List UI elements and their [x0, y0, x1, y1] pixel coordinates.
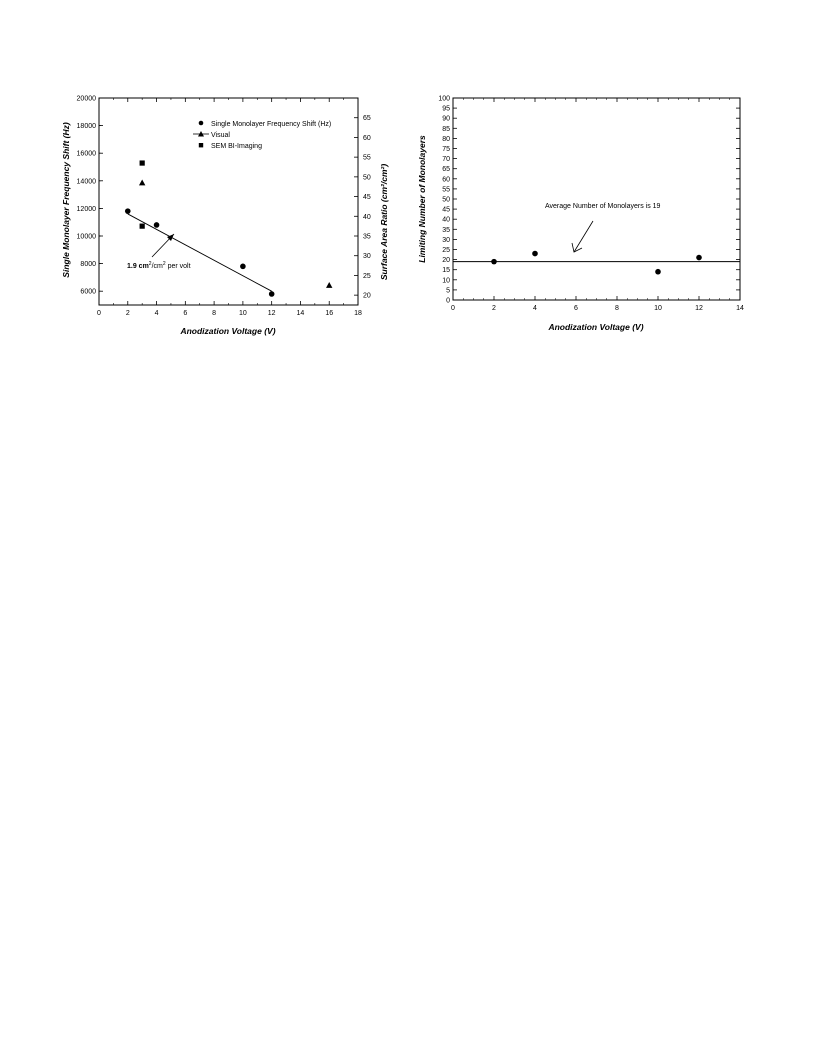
y2-tick-label: 45 — [363, 194, 371, 202]
x-tick-label: 2 — [125, 310, 130, 317]
x-tick-label: 8 — [615, 305, 619, 312]
y-tick-label: 80 — [442, 135, 450, 143]
y-tick-label: 45 — [442, 206, 450, 214]
y-tick-label: 30 — [442, 236, 450, 244]
x-axis-label: Anodization Voltage (V) — [180, 326, 276, 336]
y2-tick-label: 60 — [363, 134, 371, 142]
data-point-circle — [696, 255, 702, 261]
y-tick-label: 40 — [442, 216, 450, 224]
legend-marker-circle — [199, 121, 204, 126]
plot-frame — [99, 98, 358, 305]
x-tick-label: 10 — [238, 310, 247, 317]
plot-frame — [453, 98, 740, 300]
average-annotation — [545, 203, 661, 252]
x-tick-label: 4 — [533, 305, 537, 312]
legend-label-sem: SEM BI-Imaging — [211, 143, 262, 150]
x-tick-label: 12 — [695, 305, 703, 312]
x-tick-label: 10 — [654, 305, 662, 312]
y2-tick-label: 50 — [363, 174, 371, 182]
y-tick-label: 75 — [442, 146, 450, 153]
y2-tick-label: 35 — [363, 233, 371, 241]
fit-line — [128, 214, 272, 291]
y2-tick-label: 40 — [363, 213, 371, 221]
data-point-circle — [240, 264, 246, 270]
data-point-circle — [125, 208, 131, 214]
y-tick-label: 14000 — [76, 178, 96, 186]
y2-tick-label: 30 — [363, 253, 371, 261]
y-tick-label: 70 — [442, 156, 450, 164]
x-tick-label: 14 — [736, 305, 744, 312]
x-tick-label: 14 — [296, 310, 305, 317]
annotation-prefix: 1.9 cm — [127, 263, 149, 270]
legend-label-frequency-shift: Single Monolayer Frequency Shift (Hz) — [211, 121, 332, 128]
x-tick-label: 4 — [154, 310, 159, 317]
legend-marker-square — [199, 143, 203, 147]
x-tick-label: 6 — [574, 305, 578, 312]
y-tick-label: 85 — [442, 125, 450, 133]
legend-label-visual: Visual — [211, 132, 230, 139]
y2-tick-label: 20 — [363, 292, 371, 300]
annotation-sup1: 2 — [148, 261, 152, 267]
y-tick-label: 60 — [442, 176, 450, 184]
y2-tick-label: 65 — [363, 115, 371, 123]
x-tick-label: 8 — [212, 310, 217, 317]
y2-axis-label — [379, 164, 389, 281]
y-tick-label: 20 — [442, 257, 450, 265]
y-tick-label: 6000 — [80, 288, 96, 296]
data-point-square — [140, 160, 145, 165]
y-tick-label: 18000 — [76, 123, 96, 131]
data-point-triangle — [326, 282, 332, 288]
y-tick-label: 12000 — [76, 205, 96, 213]
y-tick-label: 65 — [442, 166, 450, 174]
x-tick-label: 0 — [451, 305, 455, 312]
y2-tick-label: 55 — [363, 154, 371, 162]
y-tick-label: 95 — [442, 105, 450, 113]
y-tick-label: 10 — [442, 277, 450, 285]
chart-frequency-shift — [0, 0, 408, 360]
y-tick-label: 25 — [442, 247, 450, 254]
x-tick-label: 2 — [492, 305, 496, 312]
x-tick-label: 16 — [325, 310, 334, 317]
chart-limiting-monolayers — [408, 0, 816, 360]
y-tick-label: 50 — [442, 196, 450, 204]
y-tick-label: 90 — [442, 115, 450, 123]
average-annotation-arrow-shaft — [574, 221, 593, 252]
data-point-circle — [532, 251, 538, 257]
x-tick-label: 0 — [97, 310, 101, 317]
x-tick-label: 18 — [354, 310, 362, 317]
y-axis-label: Single Monolayer Frequency Shift (Hz) — [61, 122, 71, 278]
average-annotation-label: Average Number of Monolayers is 19 — [545, 203, 661, 210]
data-point-triangle — [139, 179, 145, 185]
y-tick-label: 0 — [446, 297, 450, 305]
slope-annotation — [127, 234, 191, 270]
data-point-circle — [491, 259, 497, 265]
data-point-square — [140, 224, 145, 229]
svg-text:1.9 cm2/cm2 per volt — [127, 261, 191, 270]
y2-tick-label: 25 — [363, 272, 371, 280]
data-point-circle — [655, 269, 661, 275]
y2-label-text: Surface Area Ratio (cm²/cm²) — [379, 163, 389, 281]
y-tick-label: 5 — [446, 287, 450, 295]
y-tick-label: 55 — [442, 186, 450, 194]
y-tick-label: 20000 — [76, 95, 96, 103]
y-tick-label: 8000 — [80, 261, 96, 269]
y-tick-label: 16000 — [76, 150, 96, 158]
data-point-circle — [269, 291, 275, 297]
y-tick-label: 15 — [442, 267, 450, 275]
annotation-mid: /cm — [151, 263, 163, 270]
y-tick-label: 100 — [438, 95, 450, 103]
x-tick-label: 6 — [183, 310, 188, 317]
y-tick-label: 35 — [442, 226, 450, 234]
data-point-circle — [154, 222, 160, 228]
y-tick-label: 10000 — [76, 233, 96, 241]
x-tick-label: 12 — [267, 310, 276, 317]
legend — [193, 121, 331, 150]
annotation-suffix: per volt — [165, 263, 191, 270]
annotation-sup2: 2 — [162, 261, 166, 267]
x-axis-label: Anodization Voltage (V) — [548, 322, 644, 332]
y-axis-label: Limiting Number of Monolayers — [417, 135, 427, 263]
